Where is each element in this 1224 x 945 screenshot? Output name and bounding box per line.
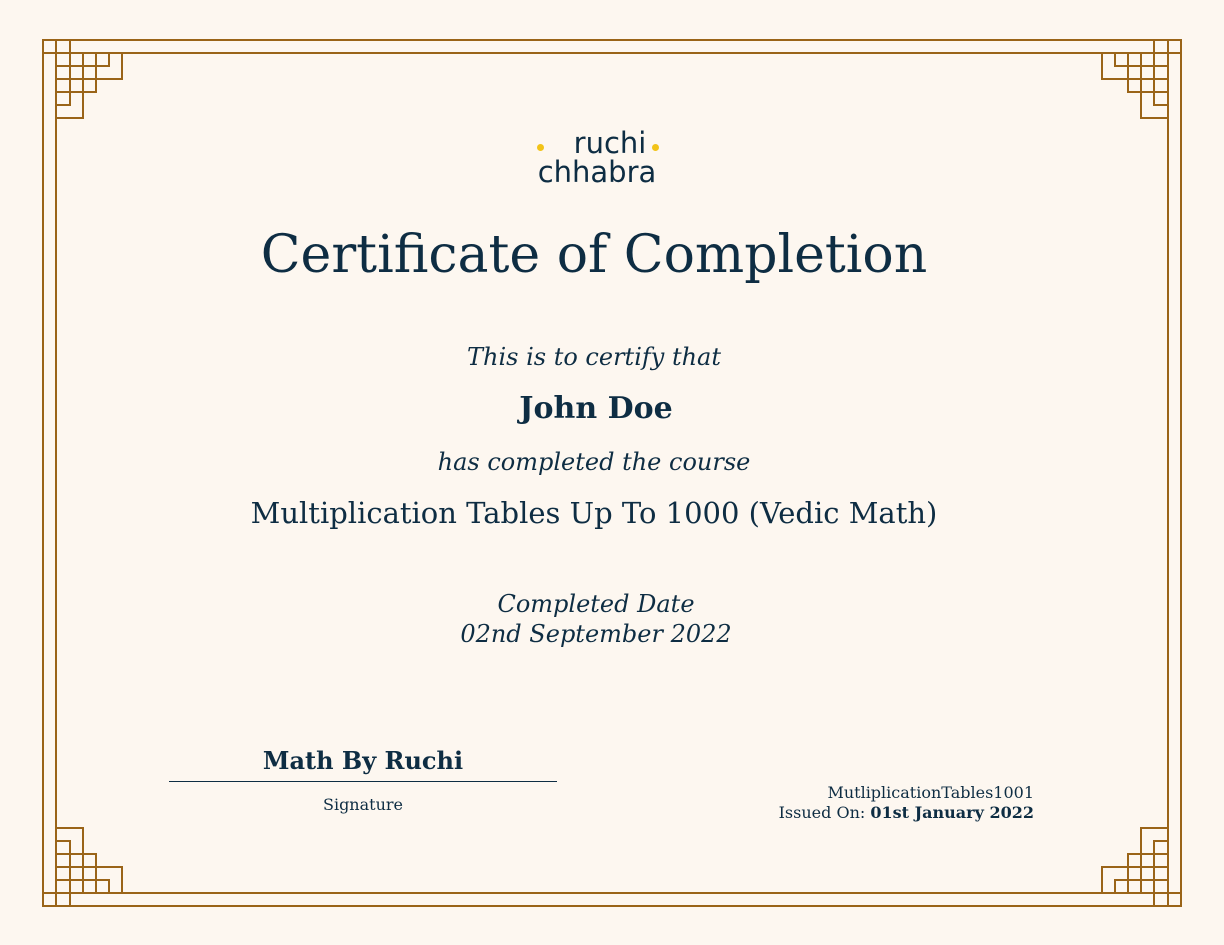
logo-text-line-2: chhabra (537, 155, 657, 189)
issue-info (779, 783, 1034, 823)
issued-on-line (779, 803, 1034, 823)
certificate-id: MutliplicationTables1001 (827, 783, 1034, 802)
certify-text: This is to certify that (467, 343, 721, 371)
signature-block (169, 743, 557, 815)
issued-on-date: 01st January 2022 (870, 803, 1034, 822)
corner-ornament-icon (43, 40, 122, 118)
corner-ornament-icon (1102, 40, 1181, 118)
logo-text-line-1: ruchi (573, 126, 647, 160)
corner-ornament-icon (43, 828, 122, 906)
certificate-title: Certificate of Completion (260, 225, 928, 285)
corner-ornament-icon (1102, 828, 1181, 906)
completed-date-label: Completed Date (497, 590, 695, 618)
completed-date: 02nd September 2022 (460, 620, 732, 648)
brand-logo (0, 128, 1224, 190)
issued-on-label: Issued On: (778, 803, 866, 822)
signature-label: Signature (322, 795, 403, 814)
completed-course-text: has completed the course (437, 448, 751, 476)
signature-name: Math By Ruchi (169, 743, 557, 782)
recipient-name: John Doe (519, 391, 673, 426)
course-name: Multiplication Tables Up To 1000 (Vedic Math) (250, 496, 938, 530)
